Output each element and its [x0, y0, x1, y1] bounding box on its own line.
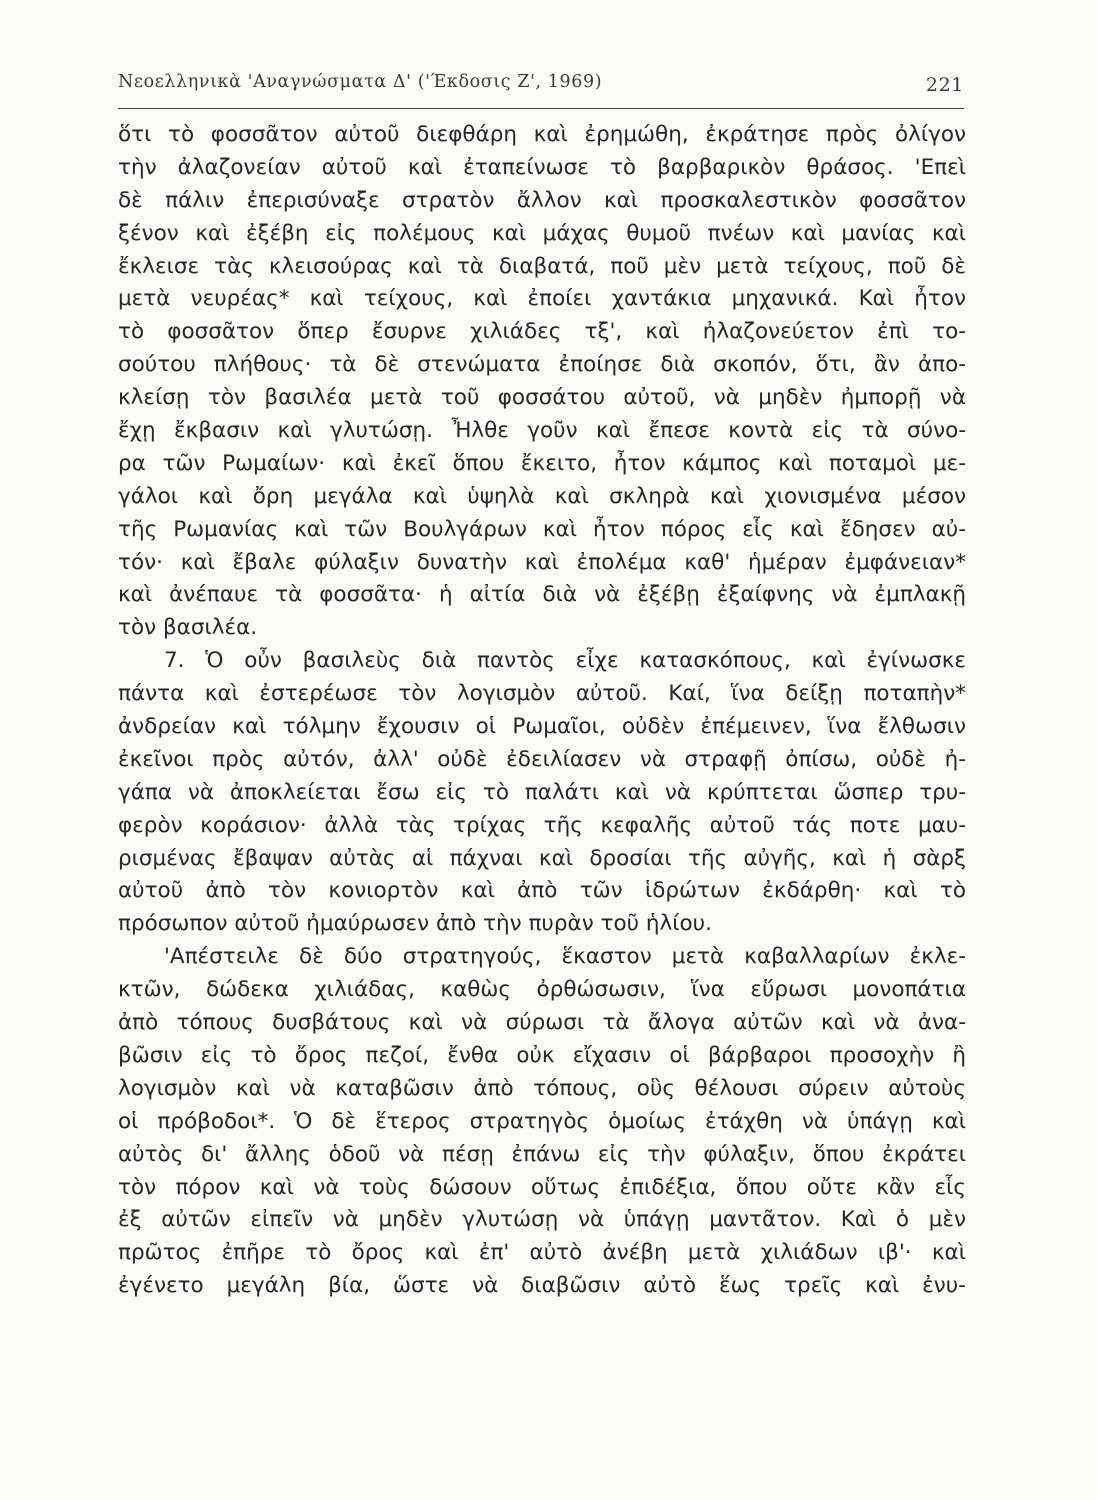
text-line: τὴν ἀλαζονείαν αὐτοῦ καὶ ἐταπείνωσε τὸ βαρβαρικὸν θράσος. 'Επεὶ: [118, 154, 966, 180]
paragraph-start-line: 'Απέστειλε δὲ δύο στρατηγούς, ἕκαστον μετὰ καβαλλαρίων ἐκλε-: [164, 944, 966, 970]
text-line: δὲ πάλιν ἐπερισύναξε στρατὸν ἄλλον καὶ προσκαλεστικὸν φοσσᾶτον: [118, 187, 966, 213]
paragraph-end-line: πρόσωπον αὐτοῦ ἠμαύρωσεν ἀπὸ τὴν πυρὰν τοῦ ἡλίου.: [118, 911, 712, 937]
body-text: [118, 119, 966, 1303]
paragraph-end-line: τὸν βασιλέα.: [118, 615, 258, 641]
text-line: ἔκλεισε τὰς κλεισούρας καὶ τὰ διαβατά, ποῦ μὲν μετὰ τείχους, ποῦ δὲ: [118, 253, 966, 279]
running-head-title: Νεοελληνικὰ 'Αναγνώσματα Δ' ('Έκδοσις Ζ', 1969): [118, 72, 603, 92]
text-line: τὸν πόρον καὶ νὰ τοὺς δώσουν οὕτως ἐπιδέξια, ὅπου οὔτε κἂν εἷς: [118, 1174, 966, 1200]
text-line: φερὸν κοράσιον· ἀλλὰ τὰς τρίχας τῆς κεφαλῆς αὐτοῦ τάς ποτε μαυ-: [118, 812, 966, 838]
text-line: σούτου πλήθους· τὰ δὲ στενώματα ἐποίησε διὰ σκοπόν, ὅτι, ἂν ἀπο-: [118, 352, 966, 378]
text-line: ἐξ αὐτῶν εἰπεῖν νὰ μηδὲν γλυτώσῃ νὰ ὑπάγῃ μαντᾶτον. Καὶ ὁ μὲν: [118, 1207, 966, 1233]
text-line: ὅτι τὸ φοσσᾶτον αὐτοῦ διεφθάρη καὶ ἐρημώθη, ἐκράτησε πρὸς ὀλίγον: [118, 122, 966, 147]
text-line: κτῶν, δώδεκα χιλιάδας, καθὼς ὀρθώσωσιν, ἵνα εὕρωσι μονοπάτια: [118, 977, 966, 1003]
text-line: τὸ φοσσᾶτον ὅπερ ἔσυρνε χιλιάδες τξ', καὶ ἠλαζονεύετον ἐπὶ το-: [118, 319, 966, 345]
text-line: τόν· καὶ ἔβαλε φύλαξιν δυνατὴν καὶ ἐπολέμα καθ' ἡμέραν ἐμφάνειαν*: [118, 549, 966, 575]
text-line: μετὰ νευρέας* καὶ τείχους, καὶ ἐποίει χαντάκια μηχανικά. Καὶ ἦτον: [118, 286, 966, 312]
text-line: λογισμὸν καὶ νὰ καταβῶσιν ἀπὸ τόπους, οὓς θέλουσι σύρειν αὐτοὺς: [118, 1075, 966, 1101]
text-line: ἐκεῖνοι πρὸς αὐτόν, ἀλλ' οὐδὲ ἐδειλίασεν νὰ στραφῇ ὀπίσω, οὐδὲ ἠ-: [118, 746, 966, 772]
running-head: [118, 72, 964, 102]
text-line: τῆς Ρωμανίας καὶ τῶν Βουλγάρων καὶ ἦτον πόρος εἷς καὶ ἔδησεν αὐ-: [118, 516, 966, 542]
text-line: οἱ πρόβοδοι*. Ὁ δὲ ἕτερος στρατηγὸς ὁμοίως ἐτάχθη νὰ ὑπάγῃ καὶ: [118, 1108, 966, 1134]
text-line: ἀνδρείαν καὶ τόλμην ἔχουσιν οἱ Ρωμαῖοι, οὐδὲν ἐπέμεινεν, ἵνα ἔλθωσιν: [118, 714, 966, 740]
text-line: ἔχῃ ἔκβασιν καὶ γλυτώσῃ. Ἦλθε γοῦν καὶ ἔπεσε κοντὰ εἰς τὰ σύνο-: [118, 418, 966, 444]
text-line: βῶσιν εἰς τὸ ὄρος πεζοί, ἔνθα οὐκ εἴχασιν οἱ βάρβαροι προσοχὴν ἢ: [118, 1042, 966, 1068]
text-line: αὐτοῦ ἀπὸ τὸν κονιορτὸν καὶ ἀπὸ τῶν ἱδρώτων ἐκδάρθη· καὶ τὸ: [118, 878, 966, 904]
text-line: κλείσῃ τὸν βασιλέα μετὰ τοῦ φοσσάτου αὐτοῦ, νὰ μηδὲν ἠμπορῇ νὰ: [118, 385, 966, 411]
header-rule: [118, 108, 964, 109]
text-line: καὶ ἀνέπαυε τὰ φοσσᾶτα· ἡ αἰτία διὰ νὰ ἐξέβῃ ἐξαίφνης νὰ ἐμπλακῇ: [118, 582, 966, 608]
page-number: 221: [925, 74, 964, 96]
text-line: γάπα νὰ ἀποκλείεται ἔσω εἰς τὸ παλάτι καὶ νὰ κρύπτεται ὥσπερ τρυ-: [118, 779, 966, 805]
text-line: γάλοι καὶ ὄρη μεγάλα καὶ ὑψηλὰ καὶ σκληρὰ καὶ χιονισμένα μέσον: [118, 483, 966, 509]
text-line: ἐγένετο μεγάλη βία, ὥστε νὰ διαβῶσιν αὐτὸ ἕως τρεῖς καὶ ἐνυ-: [118, 1273, 966, 1299]
text-line: αὐτὸς δι' ἄλλης ὁδοῦ νὰ πέσῃ ἐπάνω εἰς τὴν φύλαξιν, ὅπου ἐκράτει: [118, 1141, 966, 1167]
text-line: ρισμένας ἔβαψαν αὐτὰς αἱ πάχναι καὶ δροσίαι τῆς αὐγῆς, καὶ ἡ σὰρξ: [118, 845, 966, 871]
text-line: ἀπὸ τόπους δυσβάτους καὶ νὰ σύρωσι τὰ ἄλογα αὐτῶν καὶ νὰ ἀνα-: [118, 1010, 966, 1036]
section-7-start-line: 7. Ὁ οὖν βασιλεὺς διὰ παντὸς εἶχε κατασκόπους, καὶ ἐγίνωσκε: [164, 648, 966, 674]
text-line: πάντα καὶ ἐστερέωσε τὸν λογισμὸν αὐτοῦ. Καί, ἵνα δείξῃ ποταπὴν*: [118, 681, 966, 707]
text-line: πρῶτος ἐπῆρε τὸ ὄρος καὶ ἐπ' αὐτὸ ἀνέβη μετὰ χιλιάδων ιβ'· καὶ: [118, 1240, 966, 1266]
text-line: ρα τῶν Ρωμαίων· καὶ ἐκεῖ ὅπου ἔκειτο, ἦτον κάμπος καὶ ποταμοὶ με-: [118, 450, 966, 476]
text-line: ξένον καὶ ἐξέβη εἰς πολέμους καὶ μάχας θυμοῦ πνέων καὶ μανίας καὶ: [118, 220, 966, 246]
